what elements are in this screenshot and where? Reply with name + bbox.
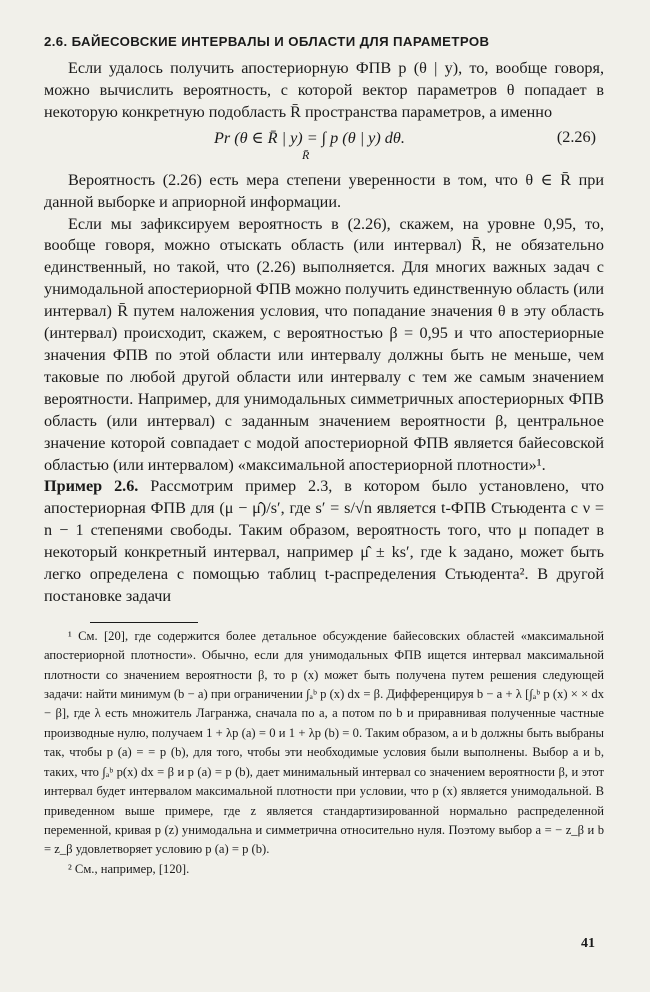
page-number: 41 xyxy=(581,936,595,951)
paragraph-2: Вероятность (2.26) есть мера степени уверенности в том, что θ ∈ R̄ при данной выборке и априорной информации. xyxy=(44,170,604,211)
example-label: Пример 2.6. xyxy=(44,477,139,496)
equation-expression: Pr (θ ∈ R̄ | y) = ∫ p (θ | y) dθ. xyxy=(214,128,405,147)
footnote-2: ² См., например, [120]. xyxy=(68,861,190,876)
footnotes xyxy=(44,627,604,879)
footnote-divider xyxy=(90,622,198,623)
section-heading: 2.6. БАЙЕСОВСКИЕ ИНТЕРВАЛЫ И ОБЛАСТИ ДЛЯ ПАРАМЕТРОВ xyxy=(44,34,490,49)
paragraph-3: Если мы зафиксируем вероятность в (2.26), скажем, на уровне 0,95, то, вообще говоря, можно отыскать область (или интервал) R̄, не обязательно единственный, но такой, что (2.26) выполняется. Для многих важных задач с унимодальной апостериорной ФПВ можно получить единственную область (или интервал) R̄ путем наложения условия, что попадание значения θ в эту область (интервал) происходит, скажем, с вероятностью β = 0,95 и что апостериорные значения ФПВ по этой области или интервалу должны быть не меньше, чем таковые по любой другой области или интервалу с тем же самым значением вероятности. Например, для унимодальных симметричных апостериорных ФПВ область (или интервал) с заданным значением вероятности β, центральное значение которой совпадает с модой апостериорной ФПВ является байесовской областью (или интервалом) «максимальной апостериорной плотности»¹. xyxy=(44,214,604,474)
equation-2-26 xyxy=(44,124,604,170)
example-paragraph xyxy=(44,476,604,607)
paragraph-1: Если удалось получить апостериорную ФПВ p (θ | y), то, вообще говоря, можно вычислить вероятность, с которой вектор параметров θ попадает в некоторую конкретную подобласть R̄ пространства параметров, а именно xyxy=(44,59,604,121)
equation-number: (2.26) xyxy=(556,127,596,146)
footnote-1: ¹ См. [20], где содержится более детальное обсуждение байесовских областей «максимальной апостериорной плотности». Обычно, если для унимодальных ФПВ ищется интервал максимальной плотности со значением вероятности β, то p (x) может быть получена путем решения следующей задачи: найти минимум (b − a) при ограничении ∫ₐᵇ p (x) dx = β. Дифференцируя b − a + λ [∫ₐᵇ p (x) × × dx − β], где λ есть множитель Лагранжа, сначала по a, а потом по b и приравнивая полученные частные производные нулю, получаем 1 + λp (a) = 0 и 1 + λp (b) = 0. Таким образом, a и b должны быть выбраны так, чтобы p (a) = = p (b), для того, чтобы эти необходимые условия были выполнены. Выбор a и b, таких, что ∫ₐᵇ p(x) dx = β и p (a) = p (b), дает минимальный интервал со значением вероятности β, и этот интервал будет интервалом максимальной плотности при условии, что p (x) является унимодальной. В приведенном выше примере, где z является стандартизированной нормально распределенной переменной, кривая p (z) унимодальна и симметрична относительно нуля. Поэтому выбор a = − z_β и b = z_β удовлетворяет условию p (a) = p (b). xyxy=(44,628,604,857)
page-content xyxy=(44,34,604,879)
example-text: Рассмотрим пример 2.3, в котором было установлено, что апостериорная ФПВ для (μ − μ̂)/s′, где s′ = s/√n является t-ФПВ Стьюдента с ν = n − 1 степенями свободы. Таким образом, вероятность того, что μ попадет в некоторый конкретный интервал, например μ̂ ± ks′, где k задано, может быть легко определена с помощью таблиц t-распределения Стьюдента². В другой постановке задачи xyxy=(44,477,605,605)
equation-lower-limit: R̄ xyxy=(302,147,310,162)
